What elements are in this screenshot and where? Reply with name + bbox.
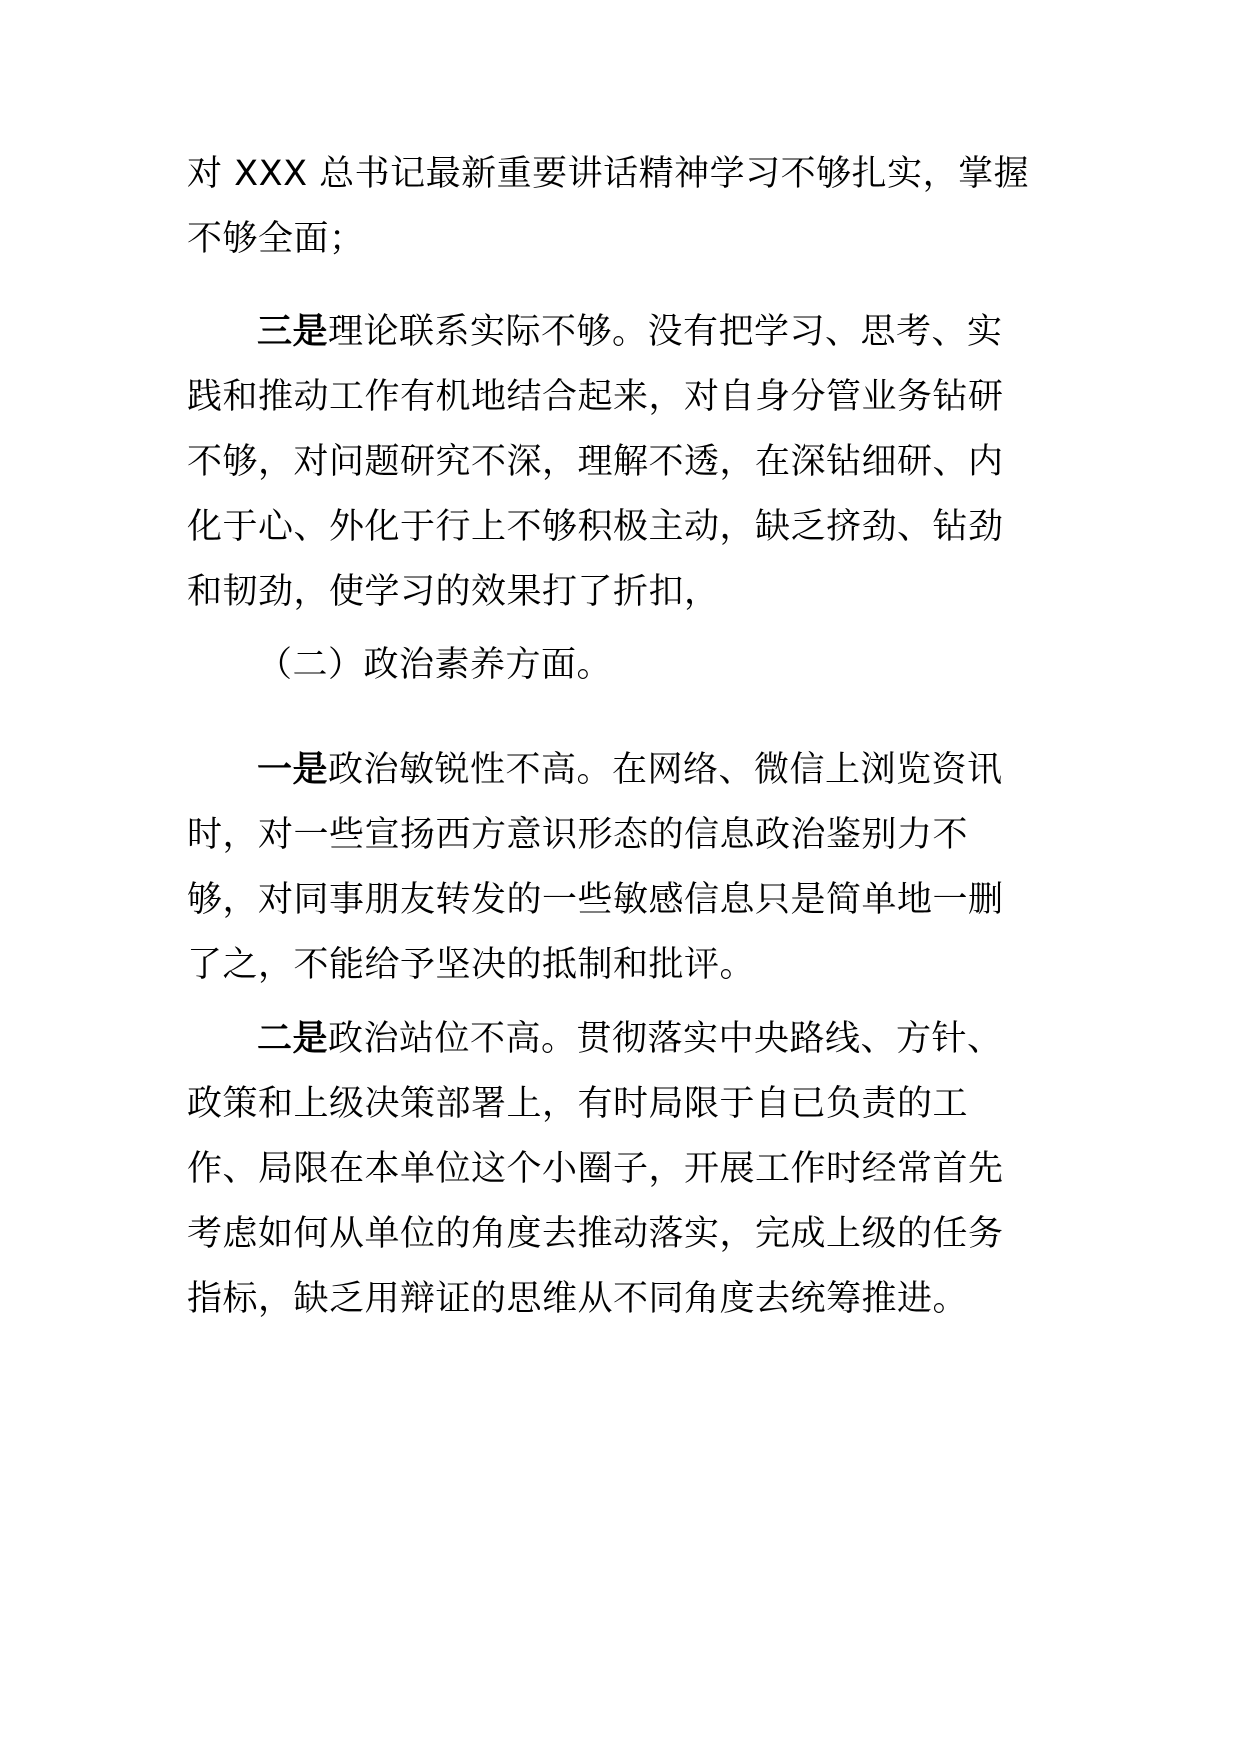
paragraph-point-three (187, 300, 1037, 625)
paragraph-lead: 二是 (257, 1019, 329, 1059)
paragraph-text: 政治敏锐性不高。在网络、微信上浏览资讯时，对一些宣扬西方意识形态的信息政治鉴别力不够，对同事朋友转发的一些敏感信息只是简单地一删了之，不能给予坚决的抵制和批评。 (187, 750, 1004, 985)
paragraph-lead: 一是 (257, 750, 329, 790)
paragraph-lead: 三是 (257, 312, 329, 352)
paragraph-text: 政治站位不高。贯彻落实中央路线、方针、政策和上级决策部署上，有时局限于自已负责的工作、局限在本单位这个小圈子，开展工作时经常首先考虑如何从单位的角度去推动落实，完成上级的任务指标，缺乏用辩证的思维从不同角度去统筹推进。 (187, 1019, 1004, 1319)
paragraph-point-two (187, 1007, 1037, 1332)
paragraph-point-one (187, 738, 1037, 998)
section-heading-text: （二）政治素养方面。 (257, 645, 613, 685)
section-heading (187, 633, 1037, 698)
paragraph-text: 对 XXX 总书记最新重要讲话精神学习不够扎实，掌握不够全面； (187, 154, 1030, 259)
paragraph-text: 理论联系实际不够。没有把学习、思考、实践和推动工作有机地结合起来，对自身分管业务钻研不够，对问题研究不深，理解不透，在深钻细研、内化于心、外化于行上不够积极主动，缺乏挤劲、钻劲和韧劲，使学习的效果打了折扣， (187, 312, 1004, 612)
paragraph-continuation (187, 142, 1037, 272)
